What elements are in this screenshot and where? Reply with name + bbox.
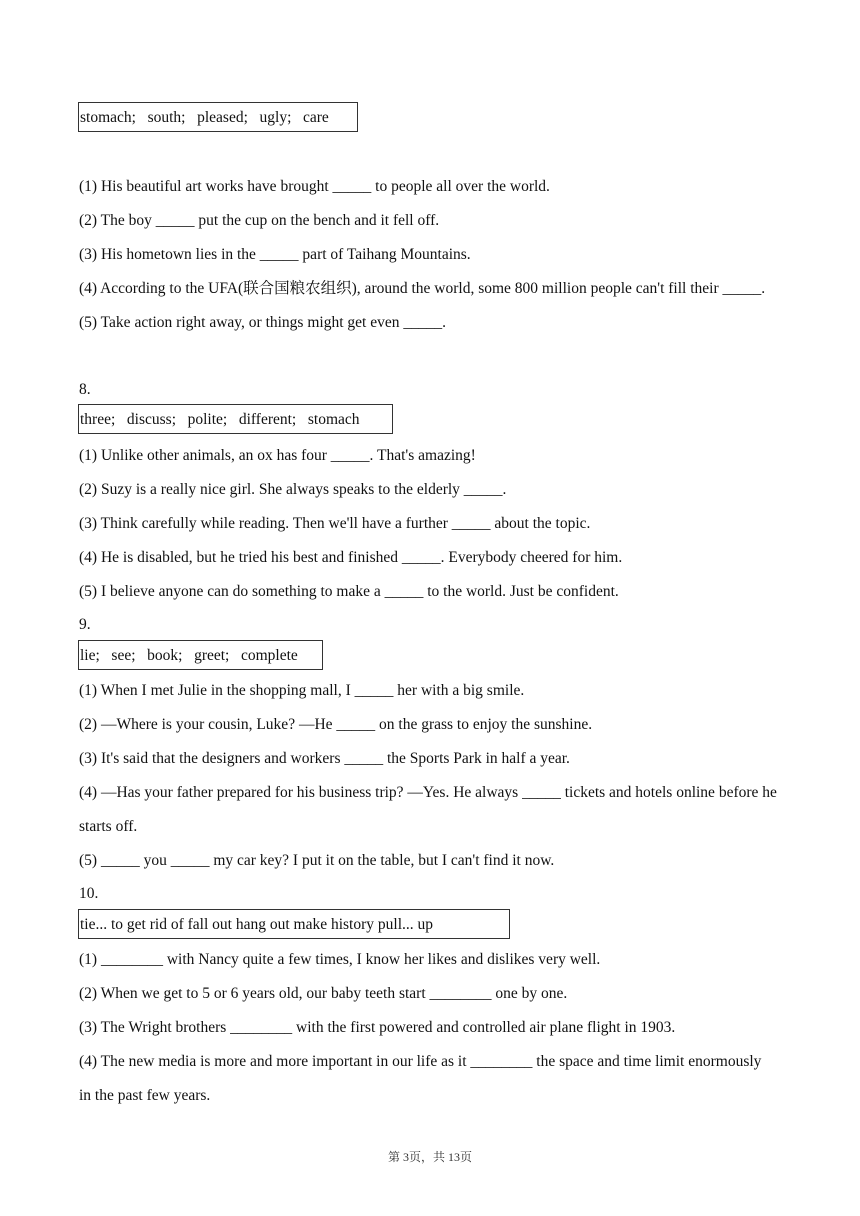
question-item: (5) _____ you _____ my car key? I put it on the table, but I can't find it now. [79,852,555,869]
question-item: (4) —Has your father prepared for his business trip? —Yes. He always _____ tickets and hotels online before he starts off. [79,784,777,835]
question-item: (4) According to the UFA(联合国粮农组织), around the world, some 800 million people can't fill their _____. [79,280,766,297]
question-number: 8. [79,381,91,398]
page-footer: 第 3页，共 13页 [387,1150,472,1164]
question-item: (1) When I met Julie in the shopping mall, I _____ her with a big smile. [79,682,525,699]
question-item: (4) He is disabled, but he tried his best and finished _____. Everybody cheered for him. [79,549,623,566]
question-number: 9. [79,616,91,633]
question-item: (4) The new media is more and more important in our life as it ________ the space and time limit enormously in the past few years. [79,1053,762,1104]
word-box: stomach; south; pleased; ugly; care [78,102,358,132]
question-list [79,439,784,609]
question-item: (3) His hometown lies in the _____ part of Taihang Mountains. [79,246,471,263]
question-list [79,943,784,1113]
question-item: (3) Think carefully while reading. Then we'll have a further _____ about the topic. [79,515,591,532]
question-item: (1) ________ with Nancy quite a few times, I know her likes and dislikes very well. [79,951,601,968]
question-item: (1) His beautiful art works have brought _____ to people all over the world. [79,178,550,195]
question-item: (5) I believe anyone can do something to make a _____ to the world. Just be confident. [79,583,619,600]
question-item: (2) Suzy is a really nice girl. She always speaks to the elderly _____. [79,481,507,498]
word-box: lie; see; book; greet; complete [78,640,323,670]
question-item: (3) The Wright brothers ________ with the first powered and controlled air plane flight in 1903. [79,1019,676,1036]
question-item: (3) It's said that the designers and workers _____ the Sports Park in half a year. [79,750,570,767]
question-list [79,170,784,340]
word-box: tie... to get rid of fall out hang out make history pull... up [78,909,510,939]
question-item: (2) The boy _____ put the cup on the bench and it fell off. [79,212,440,229]
question-item: (2) —Where is your cousin, Luke? —He _____ on the grass to enjoy the sunshine. [79,716,593,733]
question-number: 10. [79,885,99,902]
question-item: (5) Take action right away, or things might get even _____. [79,314,446,331]
word-box: three; discuss; polite; different; stomach [78,404,393,434]
question-item: (2) When we get to 5 or 6 years old, our baby teeth start ________ one by one. [79,985,568,1002]
question-list [79,674,784,878]
question-item: (1) Unlike other animals, an ox has four _____. That's amazing! [79,447,476,464]
